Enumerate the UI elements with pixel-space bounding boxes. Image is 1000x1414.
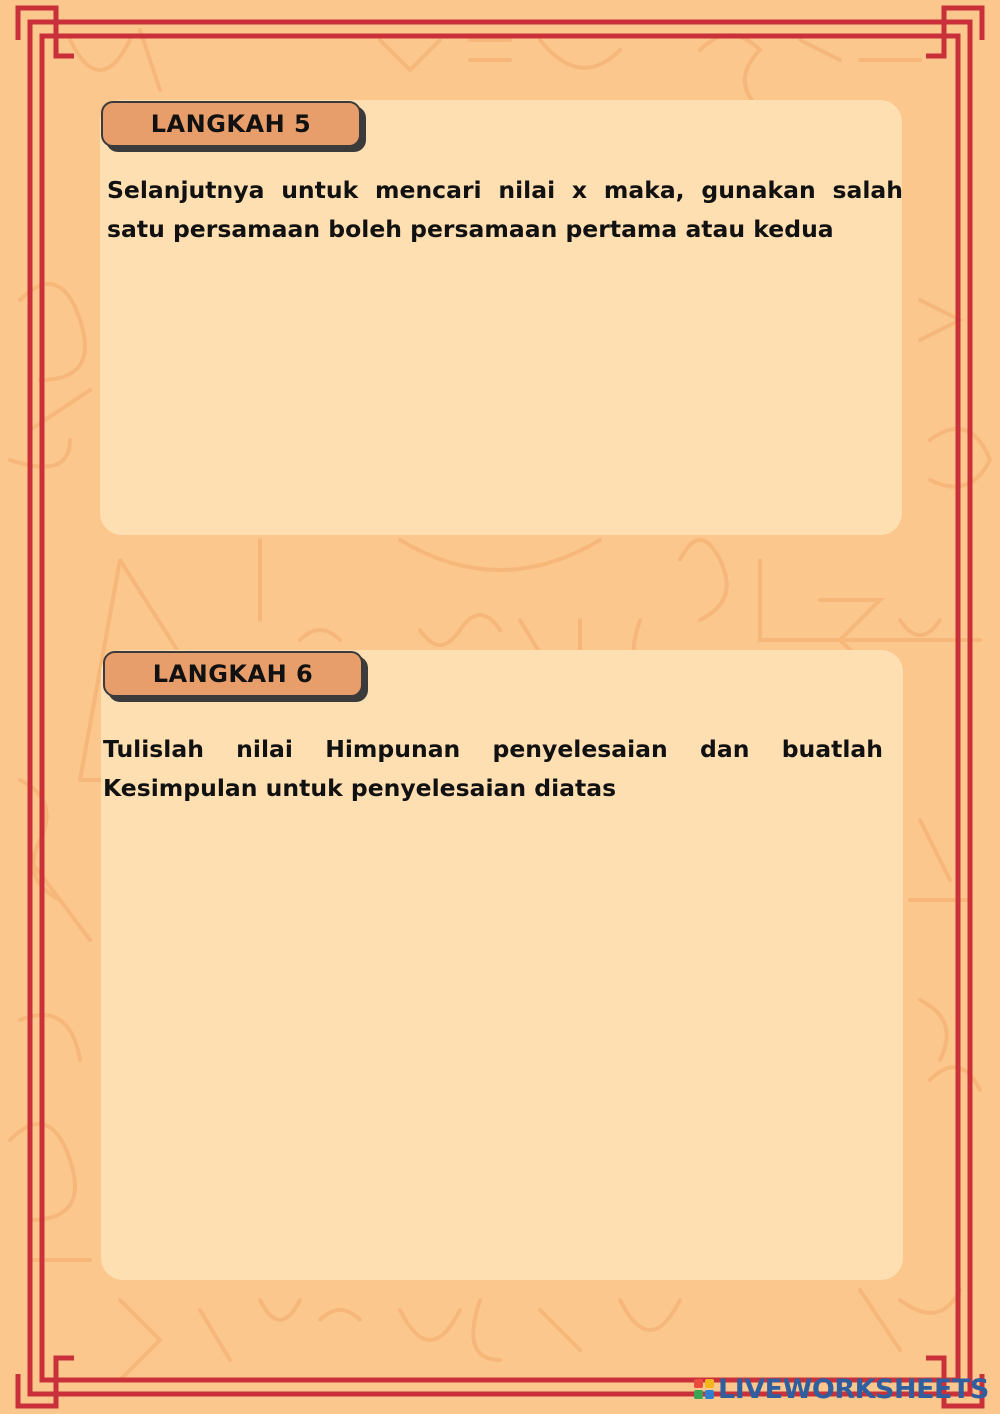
step-6-instruction: Tulislah nilai Himpunan penyelesaian dan buatlah Kesimpulan untuk penyelesaian diatas <box>103 735 883 802</box>
step-6-label: LANGKAH 6 <box>103 651 363 697</box>
answer-panel-step-5[interactable] <box>100 100 902 535</box>
step-5-label: LANGKAH 5 <box>101 101 361 147</box>
liveworksheets-brand-text: LIVEWORKSHEETS <box>718 1373 989 1405</box>
liveworksheets-logo-icon <box>694 1379 714 1399</box>
liveworksheets-logo <box>694 1374 989 1404</box>
step-5-instruction: Selanjutnya untuk mencari nilai x maka, gunakan salah satu persamaan boleh persamaan pertama atau kedua <box>107 176 903 243</box>
